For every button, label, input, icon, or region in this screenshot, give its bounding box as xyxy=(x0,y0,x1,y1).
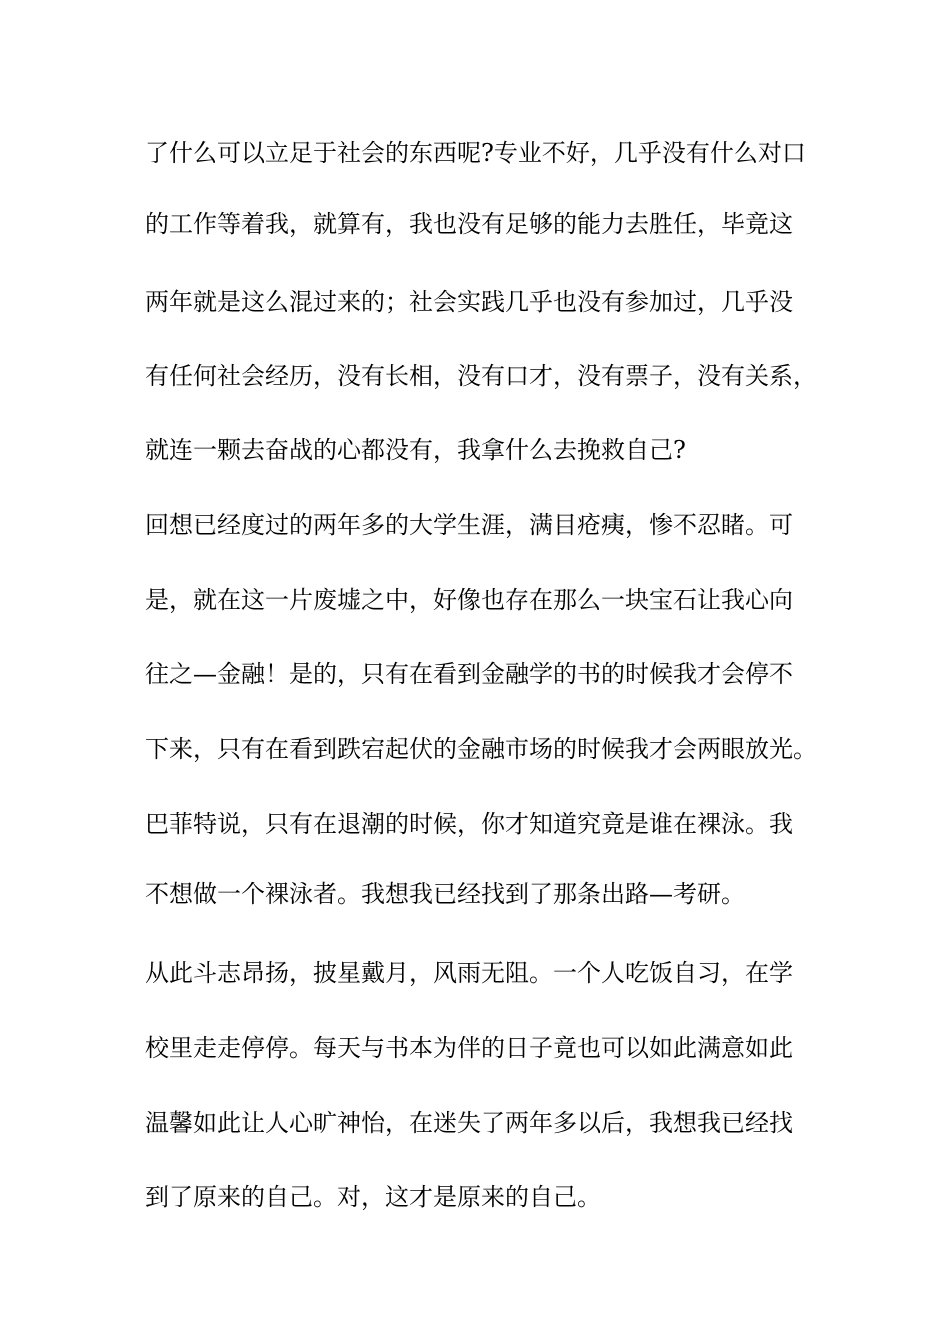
text-line: 从此斗志昂扬，披星戴月，风雨无阻。一个人吃饭自习，在学 xyxy=(145,959,793,987)
text-line: 校里走走停停。每天与书本为伴的日子竟也可以如此满意如此 xyxy=(145,1034,793,1062)
text-line: 下来，只有在看到跌宕起伏的金融市场的时候我才会两眼放光。 xyxy=(145,735,817,763)
text-line: 往之—金融！是的，只有在看到金融学的书的时候我才会停不 xyxy=(145,660,793,688)
text-line: 有任何社会经历，没有长相，没有口才，没有票子，没有关系， xyxy=(145,362,817,390)
text-line: 两年就是这么混过来的；社会实践几乎也没有参加过，几乎没 xyxy=(145,288,793,316)
text-line: 巴菲特说，只有在退潮的时候，你才知道究竟是谁在裸泳。我 xyxy=(145,810,793,838)
text-line: 到了原来的自己。对，这才是原来的自己。 xyxy=(145,1183,601,1211)
text-line: 是，就在这一片废墟之中，好像也存在那么一块宝石让我心向 xyxy=(145,586,793,614)
text-line: 就连一颗去奋战的心都没有，我拿什么去挽救自己? xyxy=(145,436,686,464)
text-line: 不想做一个裸泳者。我想我已经找到了那条出路—考研。 xyxy=(145,880,745,908)
text-line: 了什么可以立足于社会的东西呢?专业不好，几乎没有什么对口 xyxy=(145,139,806,167)
text-line: 温馨如此让人心旷神怡，在迷失了两年多以后，我想我已经找 xyxy=(145,1109,793,1137)
text-line: 回想已经度过的两年多的大学生涯，满目疮痍，惨不忍睹。可 xyxy=(145,511,793,539)
text-line: 的工作等着我，就算有，我也没有足够的能力去胜任，毕竟这 xyxy=(145,210,793,238)
